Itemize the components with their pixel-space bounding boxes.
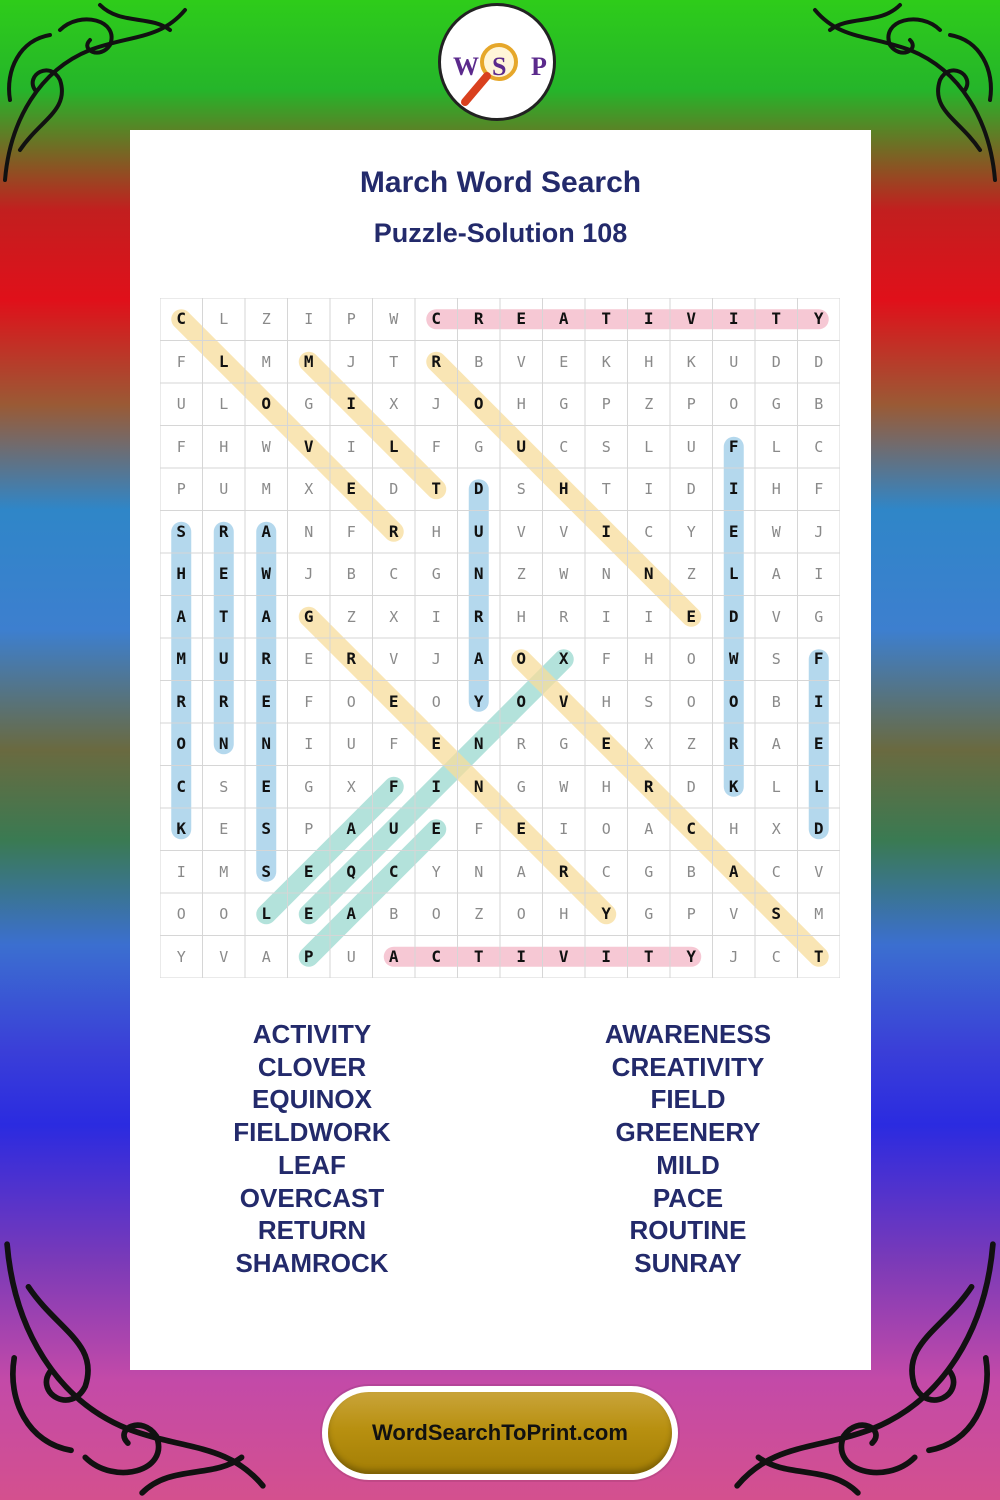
grid-cell[interactable]: V	[516, 352, 526, 371]
grid-cell[interactable]: U	[473, 521, 484, 541]
grid-cell[interactable]: A	[644, 820, 654, 838]
page-title: March Word Search	[359, 166, 642, 199]
grid-cell[interactable]: F	[813, 649, 824, 668]
grid-cell[interactable]: I	[559, 820, 569, 838]
grid-cell[interactable]: R	[728, 734, 739, 753]
grid-cell[interactable]: L	[771, 777, 781, 796]
grid-cell[interactable]: G	[304, 777, 314, 796]
grid-cell[interactable]: W	[728, 649, 739, 668]
grid-cell[interactable]: X	[346, 777, 356, 796]
grid-cell[interactable]: R	[516, 735, 526, 753]
word-list-item: AWARENESS	[604, 1019, 772, 1049]
grid-cell[interactable]: V	[558, 691, 569, 711]
grid-cell[interactable]: A	[728, 861, 739, 881]
grid-cell[interactable]: D	[813, 819, 824, 838]
grid-cell[interactable]: Y	[431, 862, 441, 881]
grid-cell[interactable]: R	[346, 649, 357, 668]
grid-cell[interactable]: U	[346, 947, 356, 966]
grid-cell[interactable]: K	[601, 352, 611, 371]
grid-cell[interactable]: K	[176, 819, 187, 838]
grid-cell[interactable]: C	[644, 522, 654, 541]
grid-cell[interactable]: E	[601, 734, 612, 753]
grid-cell[interactable]: O	[176, 905, 186, 923]
grid-cell[interactable]: T	[601, 309, 612, 328]
grid-cell[interactable]: O	[516, 905, 526, 923]
grid-cell[interactable]: Y	[473, 691, 484, 711]
logo-letter-s: S	[492, 52, 507, 81]
word-list-item: OVERCAST	[239, 1182, 385, 1213]
grid-cell[interactable]: D	[771, 352, 781, 371]
grid-cell[interactable]: T	[643, 946, 654, 966]
grid-cell[interactable]: F	[176, 352, 186, 371]
grid-cell[interactable]: E	[516, 309, 527, 328]
grid-cell[interactable]: E	[431, 819, 442, 838]
word-search-grid	[160, 298, 840, 978]
grid-cell[interactable]: M	[814, 905, 824, 923]
grid-cell[interactable]: O	[516, 649, 527, 668]
wsp-logo[interactable]	[438, 3, 556, 121]
grid-cell[interactable]: V	[303, 436, 314, 456]
grid-cell[interactable]: F	[304, 692, 314, 711]
grid-cell[interactable]: U	[686, 437, 696, 456]
grid-cell[interactable]: L	[728, 564, 739, 583]
grid-cell[interactable]: F	[728, 436, 739, 456]
grid-cell[interactable]: Y	[686, 522, 696, 541]
grid-cell[interactable]: I	[601, 607, 611, 626]
grid-cell[interactable]: R	[388, 521, 399, 541]
grid-cell[interactable]: K	[686, 352, 696, 371]
grid-cell[interactable]: G	[644, 862, 654, 881]
grid-cell[interactable]: R	[558, 861, 569, 881]
grid-cell[interactable]: F	[176, 437, 186, 456]
grid-cell[interactable]: L	[388, 436, 399, 456]
grid-cell[interactable]: R	[218, 691, 229, 711]
grid-cell[interactable]: V	[558, 946, 569, 966]
grid-cell[interactable]: V	[729, 905, 739, 923]
grid-cell[interactable]: H	[431, 522, 441, 541]
word-list-item: ROUTINE	[629, 1215, 747, 1246]
grid-cell[interactable]: L	[644, 437, 654, 456]
grid-cell[interactable]: M	[303, 351, 314, 371]
grid-cell[interactable]: B	[389, 905, 399, 923]
grid-cell[interactable]: M	[261, 352, 271, 371]
grid-cell[interactable]: P	[686, 395, 696, 413]
grid-cell[interactable]: X	[558, 649, 569, 668]
grid-cell[interactable]: D	[389, 480, 399, 498]
grid-cell[interactable]: H	[219, 437, 229, 456]
grid-cell[interactable]: W	[559, 777, 569, 796]
grid-cell[interactable]: H	[601, 777, 611, 796]
grid-cell[interactable]: I	[304, 735, 314, 753]
word-list-item: PACE	[652, 1182, 724, 1213]
grid-cell[interactable]: S	[219, 777, 229, 796]
grid-cell[interactable]: S	[771, 650, 781, 668]
grid-cell[interactable]: Z	[644, 395, 654, 413]
grid-cell[interactable]: I	[346, 394, 357, 413]
word-list-item: ACTIVITY	[252, 1019, 372, 1049]
grid-cell[interactable]: W	[261, 564, 272, 583]
word-list-item: SUNRAY	[634, 1247, 742, 1278]
grid-cell[interactable]: C	[771, 947, 781, 966]
grid-cell[interactable]: I	[601, 946, 612, 966]
grid-cell[interactable]: Z	[686, 565, 696, 583]
grid-cell[interactable]: C	[176, 776, 187, 796]
grid-cell[interactable]: I	[643, 309, 654, 328]
word-list-item: GREENERY	[615, 1117, 761, 1148]
grid-cell[interactable]: E	[346, 479, 357, 498]
grid-cell[interactable]: O	[601, 820, 611, 838]
grid-cell[interactable]: C	[431, 946, 442, 966]
grid-cell[interactable]: J	[304, 565, 314, 583]
grid-cell[interactable]: A	[261, 521, 272, 541]
grid-cell[interactable]: Y	[601, 904, 612, 923]
grid-cell[interactable]: A	[771, 735, 781, 753]
grid-cell[interactable]: W	[771, 522, 781, 541]
grid-cell[interactable]: U	[729, 352, 739, 371]
grid-cell[interactable]: C	[559, 437, 569, 456]
word-list-item: RETURN	[257, 1215, 367, 1246]
grid-cell[interactable]: I	[728, 309, 739, 328]
grid-cell[interactable]: E	[388, 691, 399, 711]
grid-cell[interactable]: B	[474, 352, 484, 371]
grid-cell[interactable]: A	[558, 309, 569, 328]
word-list-item: CLOVER	[257, 1051, 367, 1082]
grid-cell[interactable]: I	[304, 310, 314, 328]
grid-cell[interactable]: B	[686, 862, 696, 881]
grid-cell[interactable]: Z	[261, 310, 271, 328]
grid-cell[interactable]: R	[473, 606, 484, 626]
grid-cell[interactable]: L	[219, 310, 229, 328]
grid-cell[interactable]: H	[559, 905, 569, 923]
grid-cell[interactable]: B	[814, 395, 824, 413]
grid-cell[interactable]: M	[176, 649, 187, 668]
grid-cell[interactable]: N	[474, 862, 484, 881]
grid-cell[interactable]: S	[516, 480, 526, 498]
logo-letter-w: W	[453, 52, 479, 81]
grid-cell[interactable]: O	[431, 692, 441, 711]
grid-cell[interactable]: E	[219, 820, 229, 838]
grid-cell[interactable]: O	[261, 394, 272, 413]
grid-cell[interactable]: T	[473, 946, 484, 966]
grid-cell[interactable]: C	[686, 819, 697, 838]
grid-cell[interactable]: V	[771, 607, 781, 626]
grid-cell[interactable]: J	[814, 522, 824, 541]
grid-cell[interactable]: X	[389, 607, 399, 626]
grid-cell[interactable]: O	[686, 650, 696, 668]
site-link-badge[interactable]	[322, 1386, 678, 1480]
grid-cell[interactable]: C	[814, 437, 824, 456]
grid-cell[interactable]: T	[601, 480, 611, 498]
grid-cell[interactable]: E	[559, 352, 569, 371]
grid-cell[interactable]: F	[474, 820, 484, 838]
grid-cell[interactable]: P	[304, 820, 314, 838]
grid-cell[interactable]: O	[176, 734, 187, 753]
grid-cell[interactable]: T	[431, 479, 442, 498]
grid-cell[interactable]: E	[516, 819, 527, 838]
grid-cell[interactable]: U	[176, 395, 186, 413]
grid-cell[interactable]: Z	[686, 735, 696, 753]
logo-letter-p: P	[531, 52, 547, 81]
grid-cell[interactable]: G	[516, 777, 526, 796]
grid-cell[interactable]: W	[261, 437, 271, 456]
grid-cell[interactable]: F	[814, 480, 824, 498]
site-link-label[interactable]: WordSearchToPrint.com	[328, 1392, 672, 1474]
grid-cell[interactable]: O	[686, 692, 696, 711]
grid-cell[interactable]: I	[728, 479, 739, 498]
grid-cell[interactable]: G	[814, 607, 824, 626]
grid-cell[interactable]: X	[644, 735, 654, 753]
grid-cell[interactable]: N	[261, 734, 272, 753]
grid-cell[interactable]: P	[601, 395, 611, 413]
grid-cell[interactable]: V	[814, 862, 824, 881]
grid-cell[interactable]: T	[218, 606, 229, 626]
grid-cell[interactable]: J	[346, 352, 356, 371]
grid-cell[interactable]: Z	[474, 905, 484, 923]
grid-cell[interactable]: D	[686, 777, 696, 796]
grid-cell[interactable]: H	[729, 820, 739, 838]
grid-cell[interactable]: I	[176, 862, 186, 881]
grid-cell[interactable]: P	[303, 946, 314, 966]
grid-cell[interactable]: A	[176, 606, 187, 626]
grid-cell[interactable]: M	[219, 862, 229, 881]
word-list-item: CREATIVITY	[611, 1051, 765, 1082]
grid-cell[interactable]: V	[559, 522, 569, 541]
grid-cell[interactable]: V	[516, 522, 526, 541]
grid-cell[interactable]: I	[516, 946, 527, 966]
grid-cell[interactable]: C	[771, 862, 781, 881]
grid-cell[interactable]: Y	[686, 946, 697, 966]
grid-cell[interactable]: H	[601, 692, 611, 711]
grid-cell[interactable]: U	[516, 436, 527, 456]
grid-cell[interactable]: O	[473, 394, 484, 413]
grid-cell[interactable]: O	[728, 691, 739, 711]
grid-cell[interactable]: Z	[516, 565, 526, 583]
grid-cell[interactable]: L	[771, 437, 781, 456]
grid-cell[interactable]: U	[218, 649, 229, 668]
grid-cell[interactable]: K	[728, 776, 739, 796]
grid-cell[interactable]: G	[644, 905, 654, 923]
grid-cell[interactable]: E	[218, 564, 229, 583]
grid-cell[interactable]: H	[176, 564, 187, 583]
grid-cell[interactable]: A	[346, 819, 357, 838]
grid-cell[interactable]: V	[686, 309, 697, 328]
grid-cell[interactable]: O	[431, 905, 441, 923]
grid-cell[interactable]: A	[261, 606, 272, 626]
grid-cell[interactable]: Y	[176, 947, 186, 966]
grid-cell[interactable]: J	[729, 947, 739, 966]
grid-cell[interactable]: F	[346, 522, 356, 541]
grid-cell[interactable]: G	[771, 395, 781, 413]
grid-cell[interactable]: S	[601, 437, 611, 456]
grid-cell[interactable]: R	[218, 521, 229, 541]
grid-cell[interactable]: E	[304, 650, 314, 668]
grid-cell[interactable]: A	[346, 904, 357, 923]
word-list-item: EQUINOX	[252, 1084, 372, 1115]
grid-cell[interactable]: S	[176, 521, 187, 541]
grid-cell[interactable]: C	[431, 309, 442, 328]
grid-cell[interactable]: Q	[346, 861, 357, 881]
grid-cell[interactable]: W	[389, 310, 399, 328]
grid-cell[interactable]: T	[389, 352, 399, 371]
grid-cell[interactable]: U	[388, 819, 399, 838]
word-list-item: SHAMROCK	[235, 1247, 389, 1278]
grid-cell[interactable]: T	[813, 946, 824, 966]
grid-cell[interactable]: P	[346, 310, 356, 328]
grid-cell[interactable]: H	[558, 479, 569, 498]
grid-cell[interactable]: G	[559, 395, 569, 413]
grid-cell[interactable]: G	[431, 565, 441, 583]
grid-cell[interactable]: D	[814, 352, 824, 371]
word-list-item: FIELDWORK	[233, 1117, 391, 1148]
grid-cell[interactable]: R	[559, 607, 569, 626]
grid-cell[interactable]: A	[771, 565, 781, 583]
grid-cell[interactable]: L	[219, 395, 229, 413]
grid-cell[interactable]: X	[771, 820, 781, 838]
grid-cell[interactable]: M	[261, 480, 271, 498]
grid-cell[interactable]: I	[644, 480, 654, 498]
grid-cell[interactable]: T	[771, 309, 782, 328]
grid-cell[interactable]: I	[813, 691, 824, 711]
grid-cell[interactable]: U	[346, 735, 356, 753]
grid-cell[interactable]: C	[389, 565, 399, 583]
grid-cell[interactable]: U	[219, 480, 229, 498]
grid-cell[interactable]: S	[261, 861, 272, 881]
grid-cell[interactable]: I	[644, 607, 654, 626]
page-subtitle: Puzzle-Solution 108	[373, 218, 628, 248]
word-list-item: FIELD	[650, 1084, 726, 1115]
grid-cell[interactable]: S	[261, 819, 272, 838]
grid-cell[interactable]: H	[644, 352, 654, 371]
grid-cell[interactable]: C	[388, 861, 399, 881]
grid-cell[interactable]: P	[686, 905, 696, 923]
grid-cell[interactable]: F	[431, 437, 441, 456]
grid-cell[interactable]: R	[473, 309, 484, 328]
grid-cell[interactable]: A	[261, 947, 271, 966]
grid-cell[interactable]: J	[431, 395, 441, 413]
word-list-item: MILD	[656, 1149, 720, 1180]
grid-cell[interactable]: I	[346, 437, 356, 456]
grid-cell[interactable]: S	[771, 904, 782, 923]
grid-cell[interactable]: N	[218, 734, 229, 753]
grid-cell[interactable]: C	[601, 862, 611, 881]
grid-cell[interactable]: I	[431, 607, 441, 626]
grid-cell[interactable]: O	[219, 905, 229, 923]
grid-cell[interactable]: I	[601, 521, 612, 541]
grid-cell[interactable]: L	[218, 351, 229, 371]
grid-cell[interactable]: Y	[813, 309, 824, 328]
grid-cell[interactable]: E	[431, 734, 442, 753]
grid-cell[interactable]: F	[389, 735, 399, 753]
grid-cell[interactable]: E	[303, 904, 314, 923]
grid-cell[interactable]: X	[304, 480, 314, 498]
grid-cell[interactable]: E	[261, 776, 272, 796]
grid-cell[interactable]: X	[389, 395, 399, 413]
grid-cell[interactable]: N	[643, 564, 654, 583]
grid-cell[interactable]: Z	[346, 607, 356, 626]
grid-cell[interactable]: A	[388, 946, 399, 966]
grid-cell[interactable]: D	[728, 606, 739, 626]
grid-cell[interactable]: R	[261, 649, 272, 668]
grid-cell[interactable]: S	[644, 692, 654, 711]
grid-cell[interactable]: G	[304, 395, 314, 413]
grid-cell[interactable]: E	[686, 606, 697, 626]
grid-cell[interactable]: G	[474, 437, 484, 456]
grid-cell[interactable]: H	[771, 480, 781, 498]
grid-cell[interactable]: D	[686, 480, 696, 498]
grid-cell[interactable]: O	[516, 691, 527, 711]
grid-cell[interactable]: G	[559, 735, 569, 753]
grid-cell[interactable]: R	[176, 691, 187, 711]
grid-cell[interactable]: P	[176, 480, 186, 498]
grid-cell[interactable]: C	[176, 309, 187, 328]
grid-cell[interactable]: N	[304, 522, 314, 541]
grid-cell[interactable]: H	[644, 650, 654, 668]
grid-cell[interactable]: R	[431, 351, 442, 371]
grid-cell[interactable]: G	[303, 606, 314, 626]
grid-cell[interactable]: E	[303, 861, 314, 881]
grid-cell[interactable]: I	[814, 565, 824, 583]
puzzle-sheet	[130, 130, 871, 1370]
grid-cell[interactable]: A	[473, 649, 484, 668]
grid-cell[interactable]: E	[261, 691, 272, 711]
grid-cell[interactable]: J	[431, 650, 441, 668]
grid-cell[interactable]: O	[729, 395, 739, 413]
grid-cell[interactable]: H	[516, 607, 526, 626]
grid-cell[interactable]: W	[559, 565, 569, 583]
grid-cell[interactable]: H	[516, 395, 526, 413]
grid-cell[interactable]: B	[771, 692, 781, 711]
grid-cell[interactable]: B	[346, 565, 356, 583]
grid-cell[interactable]: F	[388, 776, 399, 796]
word-list-left	[162, 1018, 462, 1280]
grid-cell[interactable]: F	[601, 650, 611, 668]
word-list-item: LEAF	[278, 1149, 346, 1180]
grid-cell[interactable]: A	[516, 862, 526, 881]
grid-cell[interactable]: V	[219, 947, 229, 966]
grid-cell[interactable]: L	[813, 776, 824, 796]
grid-cell[interactable]: O	[346, 692, 356, 711]
grid-cell[interactable]: N	[473, 734, 484, 753]
grid-cell[interactable]: E	[813, 734, 824, 753]
grid-cell[interactable]: E	[728, 521, 739, 541]
grid-cell[interactable]: R	[643, 776, 654, 796]
word-list-right	[538, 1018, 838, 1280]
grid-cell[interactable]: L	[261, 904, 272, 923]
grid-cell[interactable]: N	[601, 565, 611, 583]
grid-cell[interactable]: V	[389, 650, 399, 668]
grid-cell[interactable]: N	[473, 776, 484, 796]
grid-cell[interactable]: N	[473, 564, 484, 583]
grid-cell[interactable]: D	[473, 479, 484, 498]
grid-cell[interactable]: I	[431, 776, 442, 796]
